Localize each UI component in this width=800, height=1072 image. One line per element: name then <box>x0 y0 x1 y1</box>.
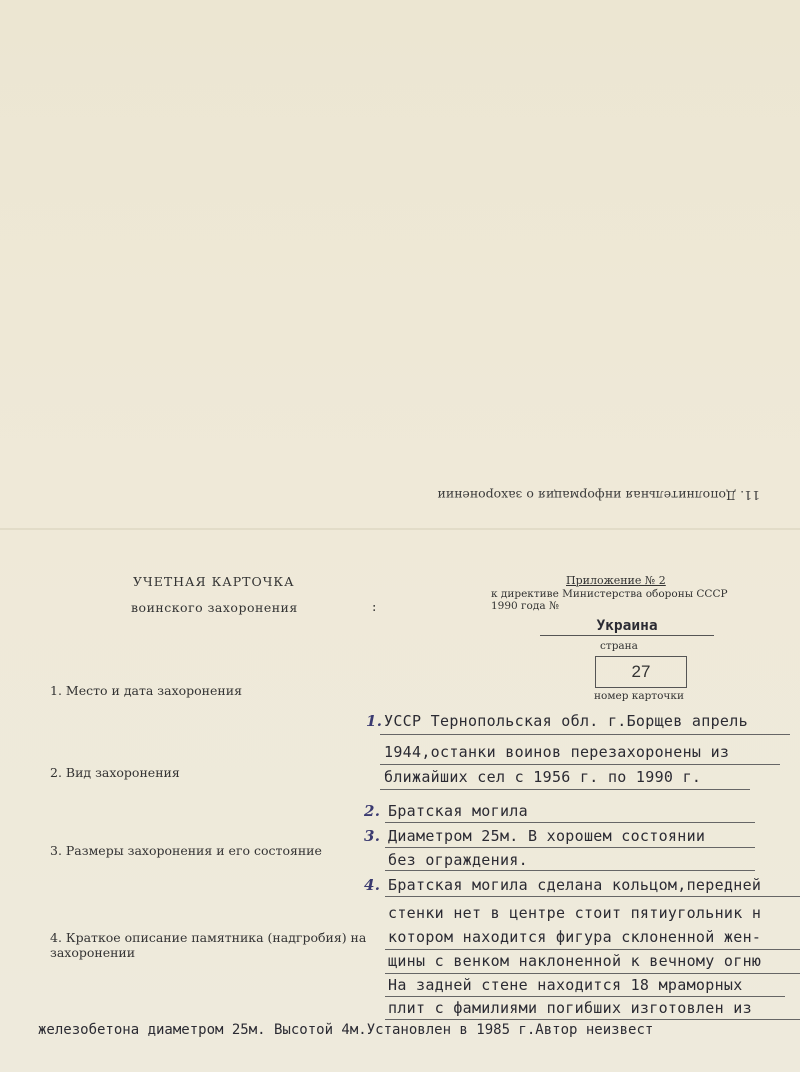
field-3-marker: 3. <box>364 827 381 845</box>
field-3-rule-2 <box>385 870 755 871</box>
field-4-line-5: На задней стене находится 18 мраморных <box>388 976 743 994</box>
field-1-marker: 1. <box>366 712 383 730</box>
country-value: Украина <box>540 618 714 636</box>
directive-text <box>491 588 800 612</box>
field-4-rule-6 <box>385 1019 800 1020</box>
field-1-line-1: УССР Тернопольская обл. г.Борщев апрель <box>384 712 748 730</box>
directive-line-1: к директиве Министерства обороны СССР <box>491 588 728 600</box>
field-1-label: 1. Место и дата захоронения <box>50 683 242 698</box>
appendix-label: Приложение № 2 <box>566 574 666 587</box>
country-caption: страна <box>600 640 638 652</box>
field-3-label: 3. Размеры захоронения и его состояние <box>50 843 322 858</box>
field-3-line-2: без ограждения. <box>388 851 528 869</box>
subtitle-colon: : <box>372 600 377 615</box>
field-4-line-6: плит с фамилиями погибших изготовлен из <box>388 999 752 1017</box>
field-2-line-1: Братская могила <box>388 802 528 820</box>
field-1-rule-2 <box>380 764 780 765</box>
field-4-rule-4 <box>385 973 800 974</box>
field-4-label: 4. Краткое описание памятника (надгробия) на захоронении <box>50 930 367 960</box>
paper-fold <box>0 528 800 530</box>
card-number-box: 27 <box>595 656 687 688</box>
additional-info-heading: 11. Дополнительная информация о захоронении <box>437 488 760 503</box>
directive-line-2: 1990 года № <box>491 600 559 612</box>
field-1-line-2: 1944,останки воинов перезахоронены из <box>384 743 730 761</box>
field-4-line-1: Братская могила сделана кольцом,передней <box>388 876 762 894</box>
field-3-line-1: Диаметром 25м. В хорошем состоянии <box>388 827 706 845</box>
card-number-caption: номер карточки <box>594 690 684 702</box>
field-1-rule-1 <box>380 734 790 735</box>
field-1-rule-3 <box>380 789 750 790</box>
field-4-line-4: щины с венком наклоненной к вечному огню <box>388 952 762 970</box>
field-2-rule <box>385 822 755 823</box>
card-title: УЧЕТНАЯ КАРТОЧКА <box>133 574 295 589</box>
field-4-rule-5 <box>385 996 785 997</box>
field-4-line-2: стенки нет в центре стоит пятиугольник н <box>388 904 762 922</box>
field-1-line-3: ближайших сел с 1956 г. по 1990 г. <box>384 768 702 786</box>
field-4-rule-1 <box>385 896 800 897</box>
card-subtitle: воинского захоронения <box>131 600 298 615</box>
field-3-rule-1 <box>385 847 755 848</box>
field-2-marker: 2. <box>364 802 381 820</box>
field-4-rule-3 <box>385 949 800 950</box>
field-2-label: 2. Вид захоронения <box>50 765 180 780</box>
field-4-line-3: котором находится фигура склоненной жен- <box>388 928 762 946</box>
field-4-line-7: железобетона диаметром 25м. Высотой 4м.Установлен в 1985 г.Автор неизвест <box>38 1022 654 1038</box>
field-4-marker: 4. <box>364 876 381 894</box>
